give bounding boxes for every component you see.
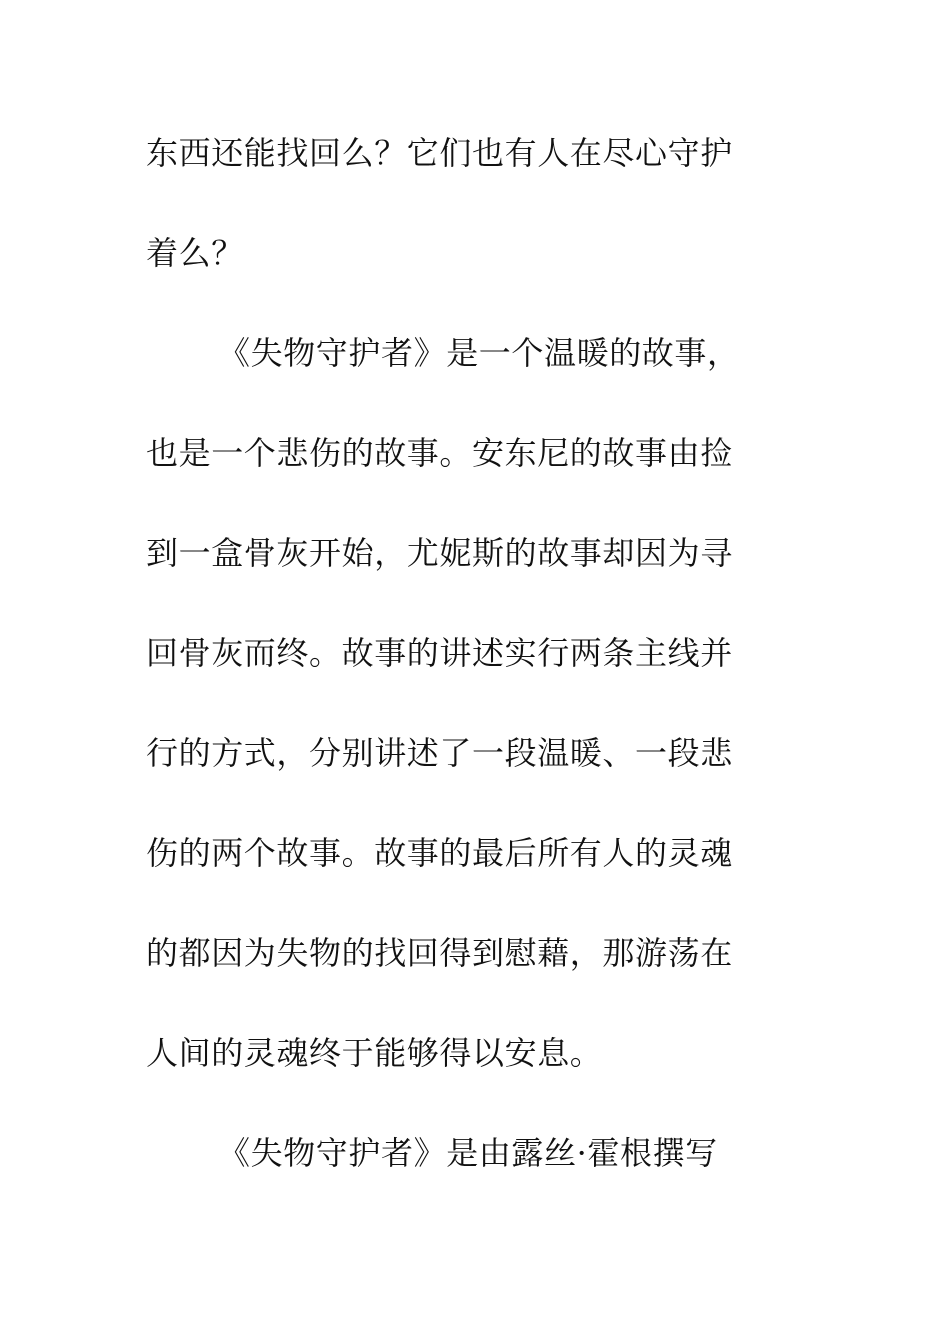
text-line-7: 行的方式，分别讲述了一段温暖、一段悲 bbox=[146, 734, 733, 772]
text-line-10: 人间的灵魂终于能够得以安息。 bbox=[146, 1034, 603, 1072]
text-line-2: 着么？ bbox=[146, 234, 244, 272]
text-line-1: 东西还能找回么？它们也有人在尽心守护 bbox=[146, 134, 733, 172]
paragraph-start-line-3: 《失物守护者》是一个温暖的故事， bbox=[218, 334, 740, 372]
text-line-4: 也是一个悲伤的故事。安东尼的故事由捡 bbox=[146, 434, 733, 472]
text-line-5: 到一盒骨灰开始，尤妮斯的故事却因为寻 bbox=[146, 534, 733, 572]
text-line-6: 回骨灰而终。故事的讲述实行两条主线并 bbox=[146, 634, 733, 672]
text-line-8: 伤的两个故事。故事的最后所有人的灵魂 bbox=[146, 834, 733, 872]
paragraph-start-line-11: 《失物守护者》是由露丝·霍根撰写 bbox=[218, 1134, 718, 1172]
text-line-9: 的都因为失物的找回得到慰藉，那游荡在 bbox=[146, 934, 733, 972]
